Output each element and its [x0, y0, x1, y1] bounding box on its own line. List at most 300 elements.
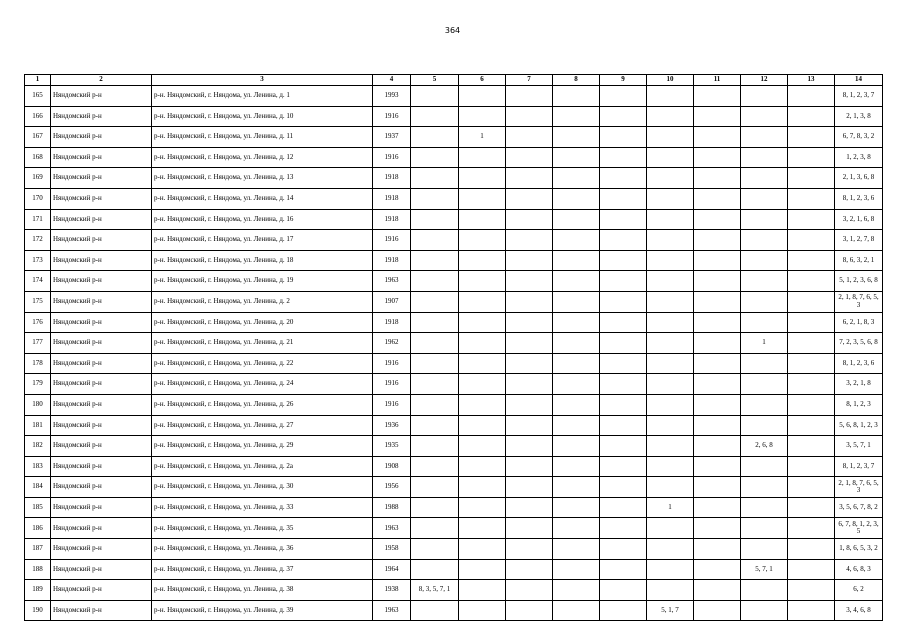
col-8-cell: [553, 477, 600, 498]
col-8-cell: [553, 147, 600, 168]
row-number-cell: 168: [25, 147, 51, 168]
col-12-cell: 2, 6, 8: [741, 436, 788, 457]
col-12-cell: [741, 456, 788, 477]
row-number-cell: 166: [25, 106, 51, 127]
row-number-cell: 171: [25, 209, 51, 230]
address-cell: р-н. Няндомский, г. Няндома, ул. Ленина, д. 27: [152, 415, 373, 436]
col-7-cell: [506, 312, 553, 333]
district-cell: Няндомский р-н: [51, 127, 152, 148]
col-9-cell: [600, 497, 647, 518]
col-13-cell: [788, 374, 835, 395]
address-cell: р-н. Няндомский, г. Няндома, ул. Ленина, д. 16: [152, 209, 373, 230]
row-number-cell: 179: [25, 374, 51, 395]
col-8-cell: [553, 539, 600, 560]
col-14-cell: 5, 6, 8, 1, 2, 3: [835, 415, 883, 436]
col-13-cell: [788, 271, 835, 292]
col-5-cell: [411, 539, 459, 560]
year-cell: 1988: [373, 497, 411, 518]
address-cell: р-н. Няндомский, г. Няндома, ул. Ленина, д. 37: [152, 559, 373, 580]
col-12-cell: [741, 291, 788, 312]
address-cell: р-н. Няндомский, г. Няндома, ул. Ленина, д. 21: [152, 333, 373, 354]
col-5-cell: [411, 353, 459, 374]
col-6-cell: [459, 291, 506, 312]
col-6-cell: [459, 415, 506, 436]
col-12-cell: [741, 394, 788, 415]
col-6-cell: [459, 106, 506, 127]
district-cell: Няндомский р-н: [51, 353, 152, 374]
district-cell: Няндомский р-н: [51, 333, 152, 354]
col-9-cell: [600, 394, 647, 415]
col-10-cell: 5, 1, 7: [647, 600, 694, 621]
address-cell: р-н. Няндомский, г. Няндома, ул. Ленина, д. 22: [152, 353, 373, 374]
col-8-cell: [553, 168, 600, 189]
table-row: [25, 86, 883, 107]
column-header-7: 7: [506, 75, 553, 86]
row-number-cell: 169: [25, 168, 51, 189]
col-11-cell: [694, 86, 741, 107]
table-row: [25, 456, 883, 477]
col-11-cell: [694, 271, 741, 292]
table-row: [25, 127, 883, 148]
district-cell: Няндомский р-н: [51, 539, 152, 560]
address-cell: р-н. Няндомский, г. Няндома, ул. Ленина, д. 1: [152, 86, 373, 107]
col-11-cell: [694, 394, 741, 415]
address-cell: р-н. Няндомский, г. Няндома, ул. Ленина, д. 11: [152, 127, 373, 148]
col-5-cell: 8, 3, 5, 7, 1: [411, 580, 459, 601]
col-12-cell: [741, 353, 788, 374]
year-cell: 1918: [373, 188, 411, 209]
col-8-cell: [553, 230, 600, 251]
address-cell: р-н. Няндомский, г. Няндома, ул. Ленина, д. 20: [152, 312, 373, 333]
col-10-cell: [647, 106, 694, 127]
table-row: [25, 147, 883, 168]
district-cell: Няндомский р-н: [51, 559, 152, 580]
col-14-cell: 3, 1, 2, 7, 8: [835, 230, 883, 251]
address-cell: р-н. Няндомский, г. Няндома, ул. Ленина, д. 10: [152, 106, 373, 127]
col-12-cell: [741, 312, 788, 333]
district-cell: Няндомский р-н: [51, 580, 152, 601]
col-6-cell: [459, 271, 506, 292]
col-13-cell: [788, 353, 835, 374]
col-8-cell: [553, 250, 600, 271]
year-cell: 1908: [373, 456, 411, 477]
row-number-cell: 182: [25, 436, 51, 457]
col-5-cell: [411, 250, 459, 271]
district-cell: Няндомский р-н: [51, 477, 152, 498]
table-row: [25, 518, 883, 539]
col-10-cell: [647, 456, 694, 477]
col-12-cell: [741, 497, 788, 518]
col-8-cell: [553, 394, 600, 415]
col-5-cell: [411, 271, 459, 292]
year-cell: 1918: [373, 168, 411, 189]
address-cell: р-н. Няндомский, г. Няндома, ул. Ленина, д. 19: [152, 271, 373, 292]
col-14-cell: 2, 1, 3, 6, 8: [835, 168, 883, 189]
column-header-11: 11: [694, 75, 741, 86]
table-row: [25, 580, 883, 601]
col-6-cell: [459, 497, 506, 518]
col-10-cell: [647, 394, 694, 415]
table-header: [25, 75, 883, 86]
col-9-cell: [600, 168, 647, 189]
col-14-cell: 8, 1, 2, 3, 7: [835, 456, 883, 477]
col-6-cell: [459, 333, 506, 354]
col-13-cell: [788, 86, 835, 107]
col-10-cell: [647, 436, 694, 457]
col-10-cell: [647, 518, 694, 539]
col-7-cell: [506, 250, 553, 271]
row-number-cell: 178: [25, 353, 51, 374]
district-cell: Няндомский р-н: [51, 271, 152, 292]
col-13-cell: [788, 600, 835, 621]
col-8-cell: [553, 456, 600, 477]
header-row: [25, 75, 883, 86]
col-11-cell: [694, 436, 741, 457]
column-header-9: 9: [600, 75, 647, 86]
table-row: [25, 497, 883, 518]
row-number-cell: 185: [25, 497, 51, 518]
col-5-cell: [411, 436, 459, 457]
col-13-cell: [788, 477, 835, 498]
col-9-cell: [600, 518, 647, 539]
col-10-cell: [647, 353, 694, 374]
col-11-cell: [694, 291, 741, 312]
col-12-cell: [741, 374, 788, 395]
col-6-cell: [459, 230, 506, 251]
col-8-cell: [553, 559, 600, 580]
col-10-cell: [647, 333, 694, 354]
district-cell: Няндомский р-н: [51, 436, 152, 457]
col-7-cell: [506, 86, 553, 107]
col-7-cell: [506, 415, 553, 436]
col-13-cell: [788, 209, 835, 230]
address-cell: р-н. Няндомский, г. Няндома, ул. Ленина, д. 29: [152, 436, 373, 457]
col-8-cell: [553, 580, 600, 601]
col-13-cell: [788, 168, 835, 189]
col-11-cell: [694, 188, 741, 209]
col-14-cell: 4, 6, 8, 3: [835, 559, 883, 580]
row-number-cell: 175: [25, 291, 51, 312]
col-7-cell: [506, 518, 553, 539]
col-10-cell: [647, 127, 694, 148]
col-10-cell: [647, 291, 694, 312]
col-9-cell: [600, 230, 647, 251]
col-13-cell: [788, 559, 835, 580]
col-9-cell: [600, 559, 647, 580]
col-11-cell: [694, 250, 741, 271]
year-cell: 1938: [373, 580, 411, 601]
col-5-cell: [411, 291, 459, 312]
col-11-cell: [694, 518, 741, 539]
col-10-cell: [647, 312, 694, 333]
col-7-cell: [506, 456, 553, 477]
col-11-cell: [694, 147, 741, 168]
col-13-cell: [788, 333, 835, 354]
col-6-cell: [459, 559, 506, 580]
col-5-cell: [411, 518, 459, 539]
column-header-8: 8: [553, 75, 600, 86]
col-7-cell: [506, 559, 553, 580]
col-6-cell: [459, 539, 506, 560]
col-11-cell: [694, 353, 741, 374]
col-14-cell: 6, 2, 1, 8, 3: [835, 312, 883, 333]
col-13-cell: [788, 539, 835, 560]
row-number-cell: 172: [25, 230, 51, 251]
district-cell: Няндомский р-н: [51, 415, 152, 436]
col-14-cell: 5, 1, 2, 3, 6, 8: [835, 271, 883, 292]
col-6-cell: [459, 600, 506, 621]
col-10-cell: [647, 230, 694, 251]
col-9-cell: [600, 539, 647, 560]
year-cell: 1918: [373, 312, 411, 333]
district-cell: Няндомский р-н: [51, 374, 152, 395]
col-14-cell: 6, 7, 8, 1, 2, 3, 5: [835, 518, 883, 539]
table-row: [25, 333, 883, 354]
col-6-cell: [459, 477, 506, 498]
col-10-cell: [647, 147, 694, 168]
table-row: [25, 312, 883, 333]
table-row: [25, 188, 883, 209]
col-6-cell: [459, 518, 506, 539]
address-cell: р-н. Няндомский, г. Няндома, ул. Ленина, д. 13: [152, 168, 373, 189]
col-12-cell: 5, 7, 1: [741, 559, 788, 580]
col-11-cell: [694, 600, 741, 621]
col-14-cell: 2, 1, 3, 8: [835, 106, 883, 127]
col-6-cell: [459, 86, 506, 107]
col-11-cell: [694, 168, 741, 189]
table-row: [25, 539, 883, 560]
col-12-cell: [741, 86, 788, 107]
col-5-cell: [411, 497, 459, 518]
col-13-cell: [788, 250, 835, 271]
col-6-cell: [459, 250, 506, 271]
address-cell: р-н. Няндомский, г. Няндома, ул. Ленина, д. 18: [152, 250, 373, 271]
address-cell: р-н. Няндомский, г. Няндома, ул. Ленина, д. 2а: [152, 456, 373, 477]
col-10-cell: [647, 86, 694, 107]
col-9-cell: [600, 333, 647, 354]
col-14-cell: 3, 2, 1, 8: [835, 374, 883, 395]
row-number-cell: 177: [25, 333, 51, 354]
col-14-cell: 1, 2, 3, 8: [835, 147, 883, 168]
row-number-cell: 186: [25, 518, 51, 539]
col-10-cell: [647, 209, 694, 230]
col-12-cell: 1: [741, 333, 788, 354]
col-12-cell: [741, 188, 788, 209]
col-5-cell: [411, 600, 459, 621]
address-cell: р-н. Няндомский, г. Няндома, ул. Ленина, д. 38: [152, 580, 373, 601]
col-8-cell: [553, 374, 600, 395]
col-12-cell: [741, 271, 788, 292]
col-14-cell: 8, 1, 2, 3, 6: [835, 353, 883, 374]
col-11-cell: [694, 106, 741, 127]
col-7-cell: [506, 580, 553, 601]
table-row: [25, 436, 883, 457]
col-13-cell: [788, 456, 835, 477]
col-7-cell: [506, 147, 553, 168]
col-5-cell: [411, 209, 459, 230]
col-6-cell: [459, 580, 506, 601]
column-header-2: 2: [51, 75, 152, 86]
col-14-cell: 6, 7, 8, 3, 2: [835, 127, 883, 148]
col-5-cell: [411, 415, 459, 436]
col-6-cell: [459, 147, 506, 168]
row-number-cell: 189: [25, 580, 51, 601]
col-10-cell: [647, 374, 694, 395]
col-6-cell: [459, 456, 506, 477]
col-7-cell: [506, 291, 553, 312]
table-row: [25, 230, 883, 251]
col-7-cell: [506, 394, 553, 415]
column-header-1: 1: [25, 75, 51, 86]
year-cell: 1958: [373, 539, 411, 560]
column-header-14: 14: [835, 75, 883, 86]
year-cell: 1937: [373, 127, 411, 148]
col-14-cell: 8, 1, 2, 3, 7: [835, 86, 883, 107]
col-11-cell: [694, 209, 741, 230]
table-row: [25, 559, 883, 580]
col-7-cell: [506, 374, 553, 395]
col-12-cell: [741, 580, 788, 601]
col-7-cell: [506, 230, 553, 251]
col-11-cell: [694, 559, 741, 580]
col-9-cell: [600, 106, 647, 127]
column-header-10: 10: [647, 75, 694, 86]
col-5-cell: [411, 559, 459, 580]
district-cell: Няндомский р-н: [51, 188, 152, 209]
row-number-cell: 167: [25, 127, 51, 148]
col-5-cell: [411, 456, 459, 477]
col-7-cell: [506, 271, 553, 292]
col-11-cell: [694, 333, 741, 354]
col-12-cell: [741, 539, 788, 560]
col-13-cell: [788, 497, 835, 518]
column-header-6: 6: [459, 75, 506, 86]
year-cell: 1916: [373, 230, 411, 251]
col-9-cell: [600, 250, 647, 271]
district-cell: Няндомский р-н: [51, 312, 152, 333]
district-cell: Няндомский р-н: [51, 250, 152, 271]
col-12-cell: [741, 600, 788, 621]
col-9-cell: [600, 415, 647, 436]
address-cell: р-н. Няндомский, г. Няндома, ул. Ленина, д. 30: [152, 477, 373, 498]
col-9-cell: [600, 209, 647, 230]
year-cell: 1956: [373, 477, 411, 498]
year-cell: 1916: [373, 106, 411, 127]
district-cell: Няндомский р-н: [51, 86, 152, 107]
district-cell: Няндомский р-н: [51, 518, 152, 539]
col-13-cell: [788, 147, 835, 168]
col-13-cell: [788, 394, 835, 415]
col-5-cell: [411, 86, 459, 107]
col-5-cell: [411, 188, 459, 209]
col-8-cell: [553, 600, 600, 621]
year-cell: 1907: [373, 291, 411, 312]
address-cell: р-н. Няндомский, г. Няндома, ул. Ленина, д. 24: [152, 374, 373, 395]
col-10-cell: [647, 477, 694, 498]
district-cell: Няндомский р-н: [51, 147, 152, 168]
col-8-cell: [553, 353, 600, 374]
col-14-cell: 2, 1, 8, 7, 6, 5, 3: [835, 477, 883, 498]
col-11-cell: [694, 477, 741, 498]
col-12-cell: [741, 250, 788, 271]
row-number-cell: 173: [25, 250, 51, 271]
row-number-cell: 190: [25, 600, 51, 621]
col-6-cell: [459, 168, 506, 189]
col-11-cell: [694, 230, 741, 251]
col-9-cell: [600, 353, 647, 374]
col-13-cell: [788, 415, 835, 436]
address-cell: р-н. Няндомский, г. Няндома, ул. Ленина, д. 35: [152, 518, 373, 539]
table-row: [25, 374, 883, 395]
registry-table: [24, 74, 883, 621]
col-10-cell: [647, 415, 694, 436]
col-12-cell: [741, 518, 788, 539]
col-9-cell: [600, 600, 647, 621]
col-5-cell: [411, 106, 459, 127]
table-row: [25, 600, 883, 621]
row-number-cell: 174: [25, 271, 51, 292]
col-14-cell: 3, 5, 7, 1: [835, 436, 883, 457]
col-10-cell: [647, 188, 694, 209]
col-10-cell: [647, 271, 694, 292]
column-header-4: 4: [373, 75, 411, 86]
col-10-cell: [647, 580, 694, 601]
col-8-cell: [553, 291, 600, 312]
col-7-cell: [506, 333, 553, 354]
col-9-cell: [600, 374, 647, 395]
district-cell: Няндомский р-н: [51, 497, 152, 518]
table-row: [25, 394, 883, 415]
year-cell: 1963: [373, 518, 411, 539]
district-cell: Няндомский р-н: [51, 209, 152, 230]
col-14-cell: 3, 4, 6, 8: [835, 600, 883, 621]
col-9-cell: [600, 436, 647, 457]
table-row: [25, 291, 883, 312]
year-cell: 1963: [373, 271, 411, 292]
year-cell: 1916: [373, 374, 411, 395]
column-header-3: 3: [152, 75, 373, 86]
table-row: [25, 106, 883, 127]
col-5-cell: [411, 333, 459, 354]
table-body: [25, 86, 883, 621]
col-6-cell: 1: [459, 127, 506, 148]
col-7-cell: [506, 539, 553, 560]
col-7-cell: [506, 497, 553, 518]
col-5-cell: [411, 374, 459, 395]
col-6-cell: [459, 353, 506, 374]
col-12-cell: [741, 127, 788, 148]
col-5-cell: [411, 477, 459, 498]
col-8-cell: [553, 106, 600, 127]
row-number-cell: 183: [25, 456, 51, 477]
col-9-cell: [600, 271, 647, 292]
col-14-cell: 1, 8, 6, 5, 3, 2: [835, 539, 883, 560]
district-cell: Няндомский р-н: [51, 600, 152, 621]
col-7-cell: [506, 168, 553, 189]
col-11-cell: [694, 497, 741, 518]
col-10-cell: 1: [647, 497, 694, 518]
col-13-cell: [788, 291, 835, 312]
col-8-cell: [553, 127, 600, 148]
col-9-cell: [600, 580, 647, 601]
col-7-cell: [506, 188, 553, 209]
col-9-cell: [600, 477, 647, 498]
col-13-cell: [788, 580, 835, 601]
col-9-cell: [600, 456, 647, 477]
col-12-cell: [741, 106, 788, 127]
col-7-cell: [506, 353, 553, 374]
col-11-cell: [694, 580, 741, 601]
